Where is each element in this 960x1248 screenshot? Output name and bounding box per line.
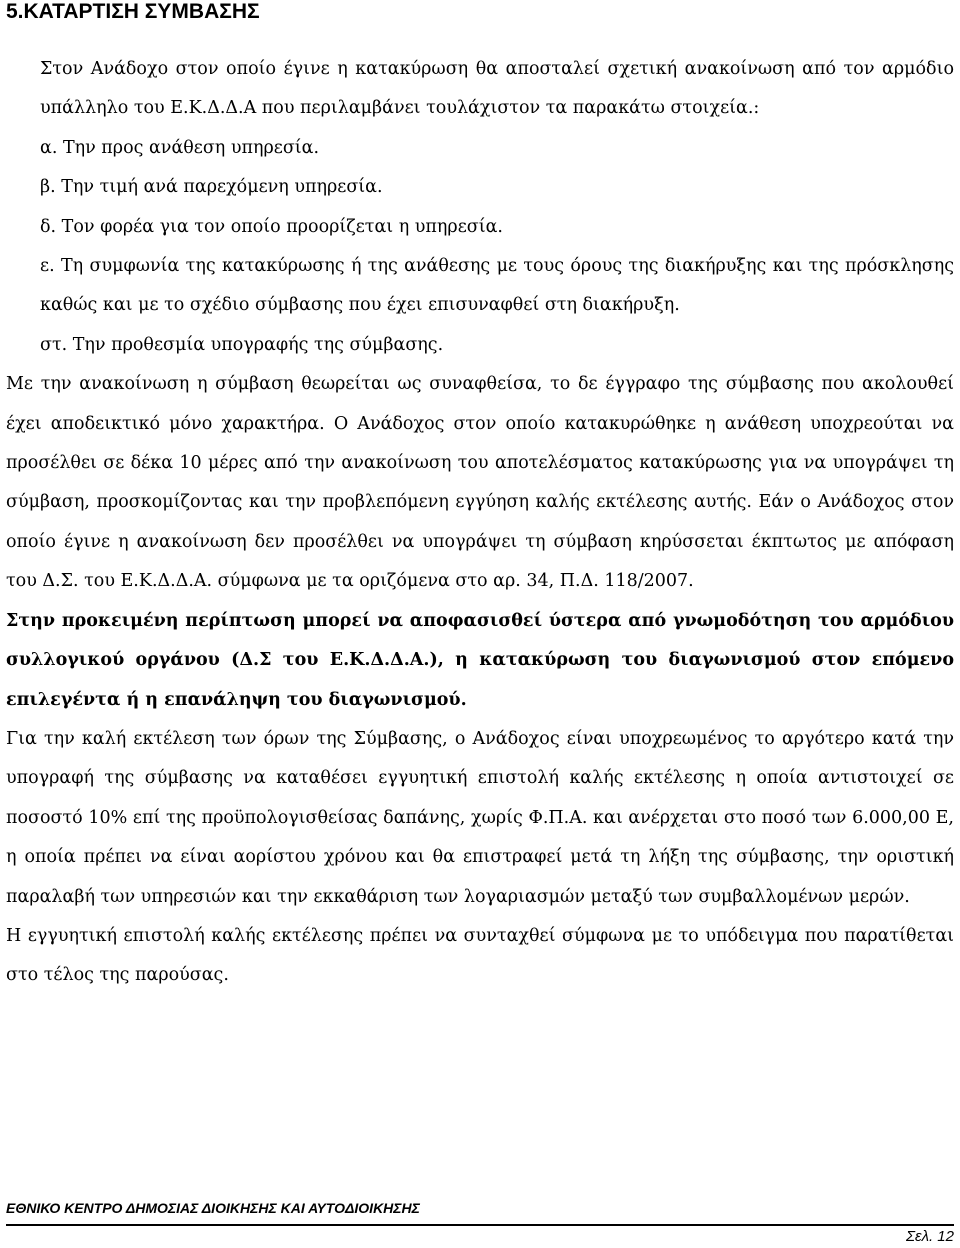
list-item-d: δ. Τον φορέα για τον οποίο προορίζεται η υπηρεσία. [40, 216, 503, 237]
model-paragraph: Η εγγυητική επιστολή καλής εκτέλεσης πρέπει να συνταχθεί σύμφωνα με το υπόδειγμα που παρατίθεται στο τέλος της παρούσας. [6, 925, 954, 986]
guarantee-paragraph: Για την καλή εκτέλεση των όρων της Σύμβασης, ο Ανάδοχος είναι υποχρεωμένος το αργότερο κατά την υπογραφή της σύμβασης να καταθέσει εγγυητική επιστολή καλής εκτέλεσης η οποία αντιστοιχεί σε ποσοστό 10% επί της προϋπολογισθείσας δαπάνης, χωρίς Φ.Π.Α. και ανέρχεται στο ποσό των 6.000,00 Ε, η οποία πρέπει να είναι αορίστου χρόνου και θα επιστραφεί μετά τη λήξη της σύμβασης, την οριστική παραλαβή των υπηρεσιών και την εκκαθάριση των λογαριασμών μεταξύ των συμβαλλομένων μερών. [6, 728, 954, 907]
list-item-a: α. Την προς ανάθεση υπηρεσία. [40, 137, 320, 158]
bold-paragraph: Στην προκειμένη περίπτωση μπορεί να αποφασισθεί ύστερα από γνωμοδότηση του αρμόδιου συλλογικού οργάνου (Δ.Σ του Ε.Κ.Δ.Δ.Α.), η κατακύρωση του διαγωνισμού στον επόμενο επιλεγέντα ή η επανάληψη του διαγωνισμού. [6, 610, 954, 710]
intro-paragraph: Στον Ανάδοχο στον οποίο έγινε η κατακύρωση θα αποσταλεί σχετική ανακοίνωση από τον αρμόδιο υπάλληλο του Ε.Κ.Δ.Δ.Α που περιλαμβάνει τουλάχιστον τα παρακάτω στοιχεία.: [40, 59, 954, 119]
page-number: Σελ. 12 [906, 1228, 954, 1245]
list-item-e: ε. Τη συμφωνία της κατακύρωσης ή της ανάθεσης με τους όρους της διακήρυξης και της πρόσκλησης καθώς και με το σχέδιο σύμβασης που έχει επισυναφθεί στη διακήρυξη. [40, 256, 954, 316]
section-heading: 5.ΚΑΤΑΡΤΙΣΗ ΣΥΜΒΑΣΗΣ [6, 0, 260, 23]
footer-organization: ΕΘΝΙΚΟ ΚΕΝΤΡΟ ΔΗΜΟΣΙΑΣ ΔΙΟΙΚΗΣΗΣ ΚΑΙ ΑΥΤΟΔΙΟΙΚΗΣΗΣ [6, 1200, 420, 1216]
list-item-st: στ. Την προθεσμία υπογραφής της σύμβασης. [40, 334, 444, 355]
list-item-b: β. Την τιμή ανά παρεχόμενη υπηρεσία. [40, 177, 383, 198]
footer-divider [6, 1224, 954, 1226]
contract-paragraph: Με την ανακοίνωση η σύμβαση θεωρείται ως συναφθείσα, το δε έγγραφο της σύμβασης που ακολουθεί έχει αποδεικτικό μόνο χαρακτήρα. Ο Ανάδοχος στον οποίο κατακυρώθηκε η ανάθεση υποχρεούται να προσέλθει σε δέκα 10 μέρες από την ανακοίνωση του αποτελέσματος κατακύρωσης για να υπογράψει τη σύμβαση, προσκομίζοντας και την προβλεπόμενη εγγύηση καλής εκτέλεσης αυτής. Εάν ο Ανάδοχος στον οποίο έγινε η ανακοίνωση δεν προσέλθει να υπογράψει τη σύμβαση κηρύσσεται έκπτωτος με απόφαση του Δ.Σ. του Ε.Κ.Δ.Δ.Α. σύμφωνα με τα οριζόμενα στο αρ. 34, Π.Δ. 118/2007. [6, 374, 954, 592]
section-body [6, 50, 954, 996]
